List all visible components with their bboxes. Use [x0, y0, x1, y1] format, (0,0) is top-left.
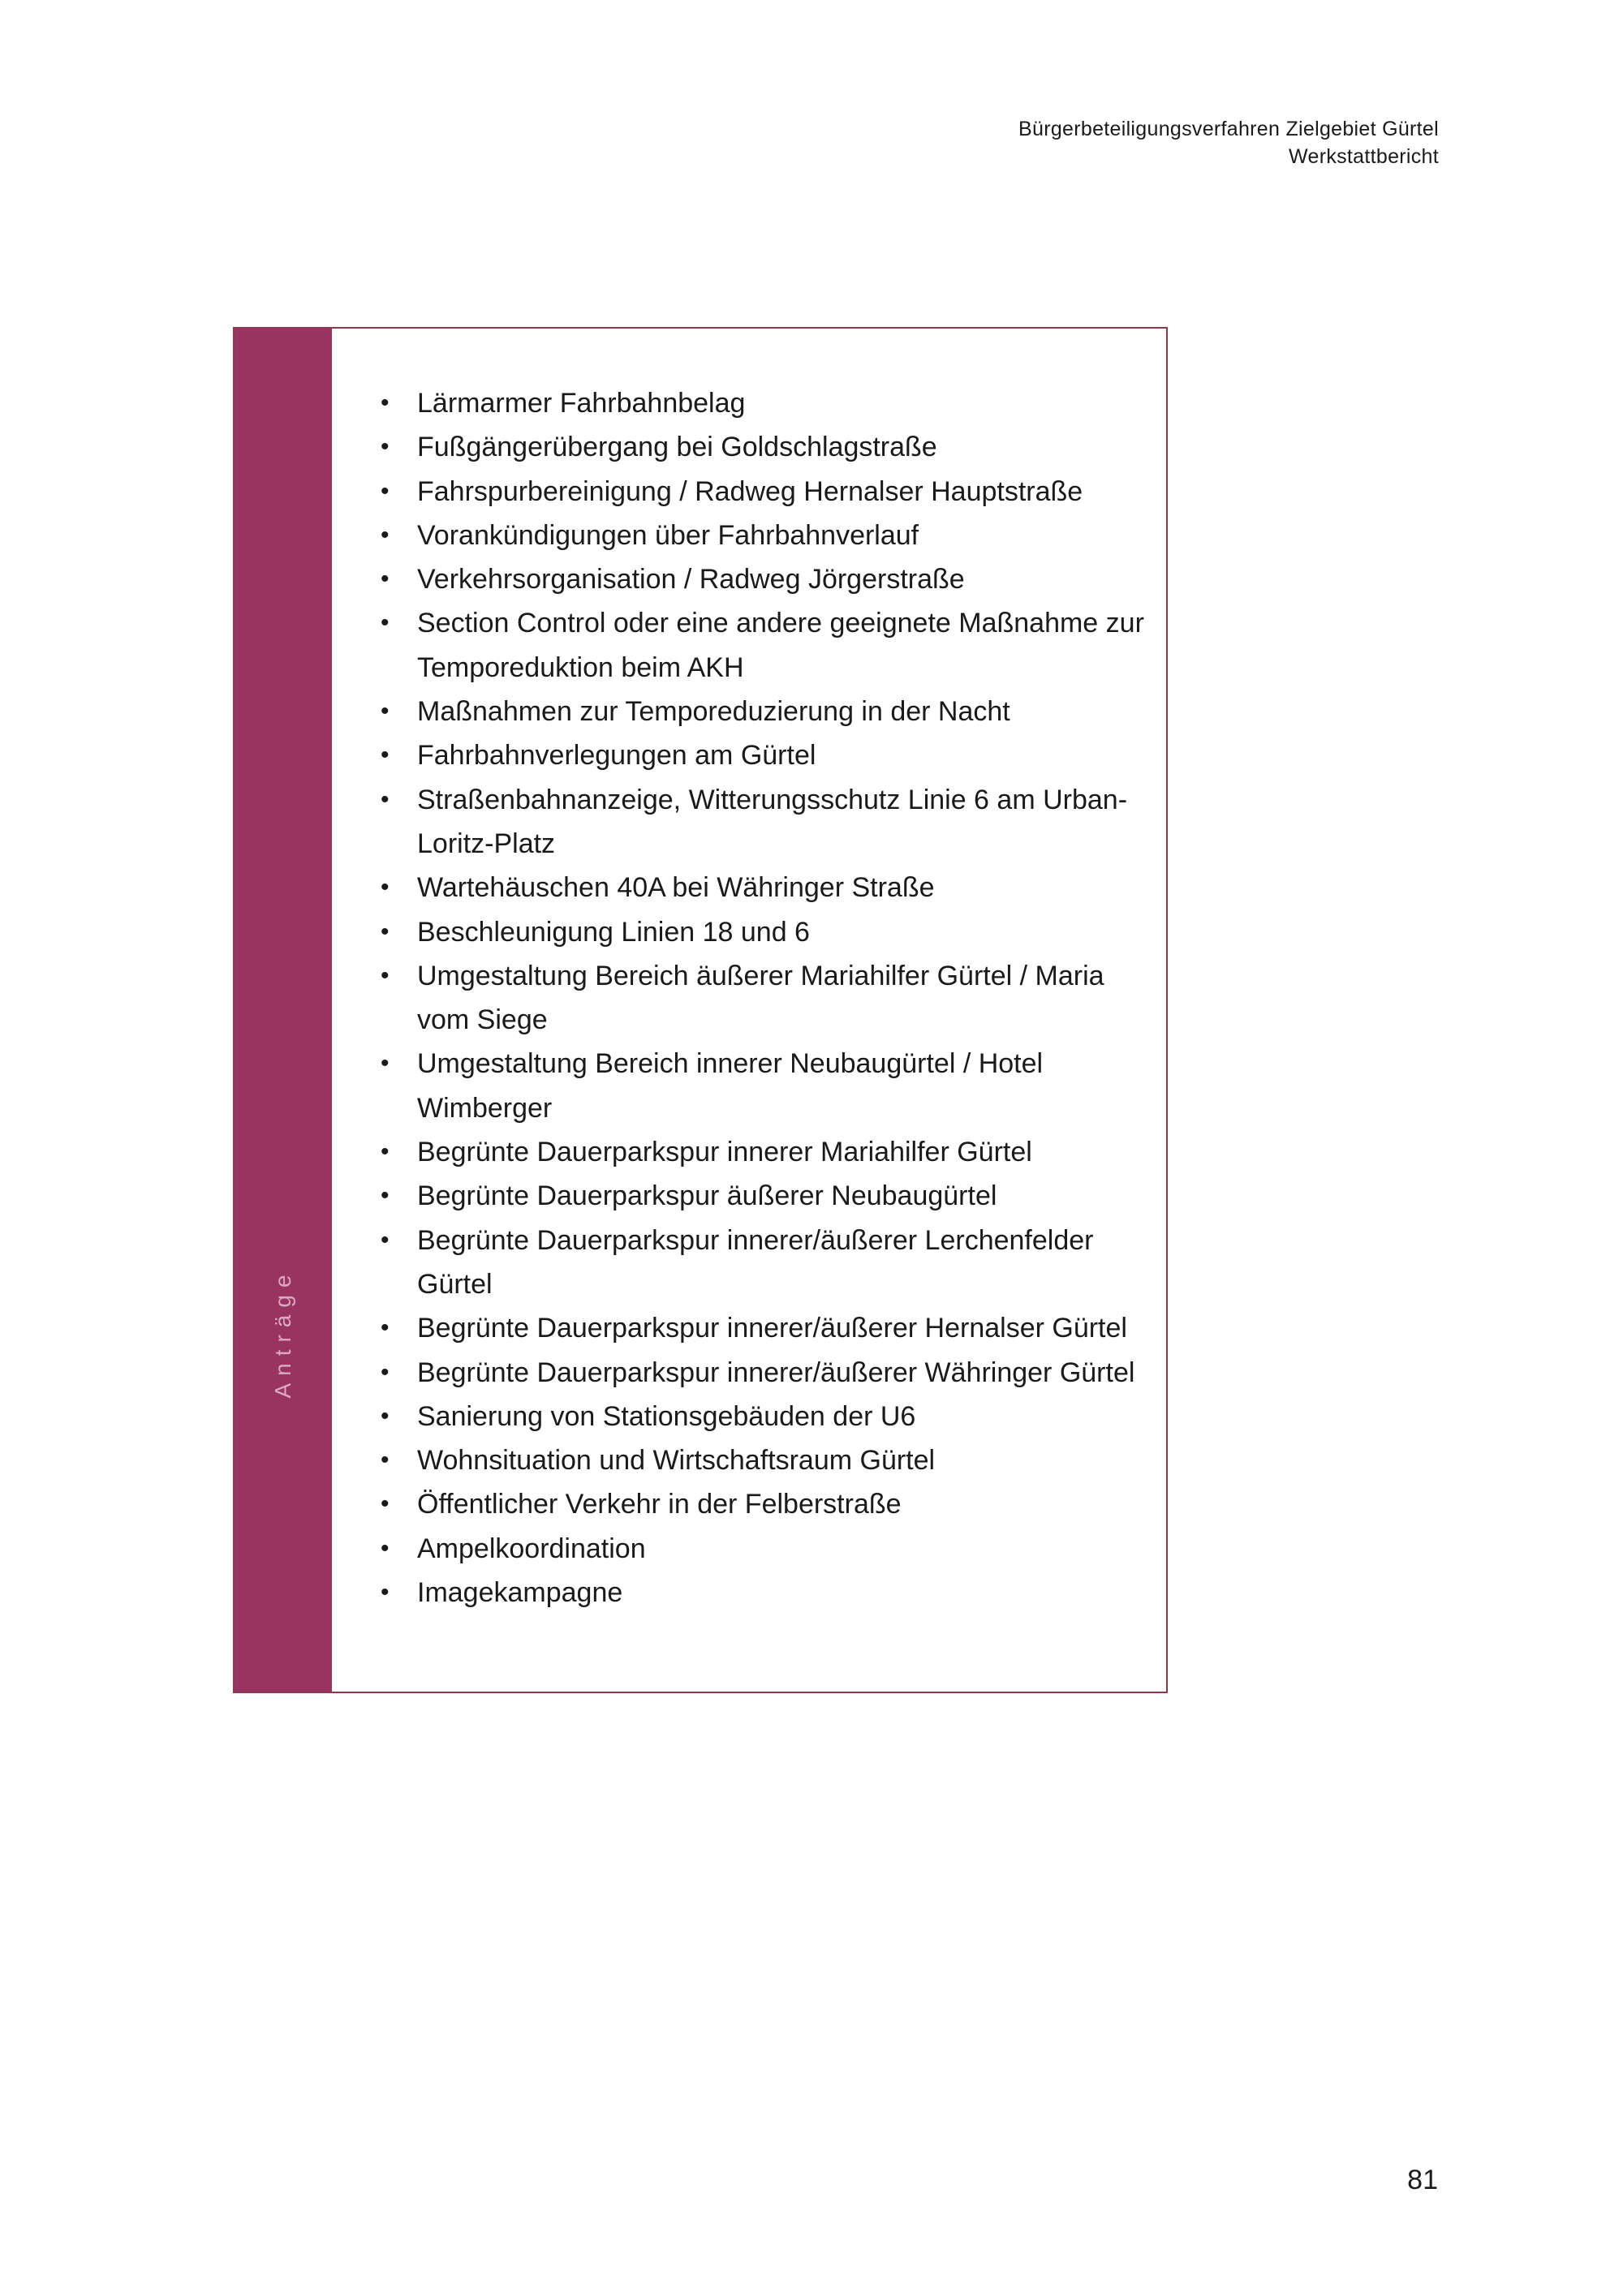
list-item-text: Fahrbahnverlegungen am Gürtel [417, 740, 816, 772]
bullet-icon: • [381, 961, 390, 989]
list-item [371, 425, 1150, 469]
bullet-icon: • [381, 1402, 390, 1430]
list-item-text: Begrünte Dauerparkspur innerer/äußerer Währinger Gürtel [417, 1357, 1135, 1388]
side-band [235, 329, 332, 1692]
bullet-icon: • [381, 1314, 390, 1342]
bullet-icon: • [381, 521, 390, 548]
list-item-text: Ampelkoordination [417, 1533, 646, 1564]
list-item-text: Begrünte Dauerparkspur äußerer Neubaugürtel [417, 1180, 997, 1212]
bullet-icon: • [381, 785, 390, 813]
list-item-text: Begrünte Dauerparkspur innerer/äußerer Lerchenfelder Gürtel [417, 1224, 1094, 1300]
list-item [371, 954, 1150, 1043]
bullet-icon: • [381, 742, 390, 769]
header-subtitle: Werkstattbericht [1289, 145, 1439, 168]
bullet-icon: • [381, 1226, 390, 1253]
bullet-icon: • [381, 477, 390, 505]
list-item-text: Lärmarmer Fahrbahnbelag [417, 388, 746, 419]
bullet-icon: • [381, 565, 390, 593]
header-title: Bürgerbeteiligungsverfahren Zielgebiet Gürtel [1018, 118, 1439, 140]
side-label: Anträge [270, 1267, 295, 1399]
list-item-text: Umgestaltung Bereich äußerer Mariahilfer Gürtel / Maria vom Siege [417, 960, 1104, 1036]
list-item [371, 733, 1150, 777]
list-item-text: Section Control oder eine andere geeignete Maßnahme zur Temporeduktion beim AKH [417, 608, 1144, 683]
list-item [371, 1174, 1150, 1218]
bullet-icon: • [381, 698, 390, 725]
list-item [371, 514, 1150, 557]
list-item-text: Imagekampagne [417, 1577, 623, 1609]
bullet-icon: • [381, 609, 390, 637]
list-item-text: Beschleunigung Linien 18 und 6 [417, 916, 810, 948]
list-item [371, 1306, 1150, 1350]
list-item [371, 1351, 1150, 1395]
list-item [371, 557, 1150, 601]
bullet-icon: • [381, 874, 390, 901]
list-item-text: Wartehäuschen 40A bei Währinger Straße [417, 872, 935, 904]
running-header [1018, 115, 1439, 170]
list-item [371, 1042, 1150, 1130]
list-item-text: Wohnsituation und Wirtschaftsraum Gürtel [417, 1445, 936, 1477]
list-item [371, 910, 1150, 954]
list-item-text: Verkehrsorganisation / Radweg Jörgerstraße [417, 564, 965, 595]
bullet-icon: • [381, 1534, 390, 1562]
list-item-text: Begrünte Dauerparkspur innerer Mariahilfer Gürtel [417, 1137, 1032, 1168]
list-item-text: Vorankündigungen über Fahrbahnverlauf [417, 519, 919, 551]
list-item-text: Umgestaltung Bereich innerer Neubaugürtel / Hotel Wimberger [417, 1048, 1044, 1124]
list-item [371, 1482, 1150, 1526]
bullet-icon: • [381, 1490, 390, 1518]
bullet-icon: • [381, 1182, 390, 1210]
list-item-text: Straßenbahnanzeige, Witterungsschutz Linie 6 am Urban-Loritz-Platz [417, 784, 1128, 859]
list-item-text: Sanierung von Stationsgebäuden der U6 [417, 1400, 916, 1432]
list-item [371, 601, 1150, 690]
list-item [371, 381, 1150, 425]
list-item [371, 866, 1150, 909]
list-item [371, 1438, 1150, 1482]
list-item-text: Fußgängerübergang bei Goldschlagstraße [417, 432, 937, 463]
bullet-icon: • [381, 433, 390, 461]
list-item [371, 1527, 1150, 1571]
page-number: 81 [1407, 2165, 1438, 2195]
list-item [371, 778, 1150, 866]
list-item-text: Maßnahmen zur Temporeduzierung in der Nacht [417, 696, 1010, 728]
bullet-icon: • [381, 1579, 390, 1606]
list-item [371, 690, 1150, 733]
list-item-text: Fahrspurbereinigung / Radweg Hernalser Hauptstraße [417, 475, 1083, 507]
antraege-box [233, 327, 1168, 1693]
antraege-list [371, 381, 1150, 1615]
bullet-icon: • [381, 389, 390, 416]
list-item [371, 1219, 1150, 1307]
list-item [371, 1130, 1150, 1174]
bullet-icon: • [381, 1138, 390, 1166]
list-item [371, 1395, 1150, 1438]
list-item-text: Begrünte Dauerparkspur innerer/äußerer Hernalser Gürtel [417, 1313, 1127, 1344]
bullet-icon: • [381, 918, 390, 945]
bullet-icon: • [381, 1447, 390, 1474]
bullet-icon: • [381, 1358, 390, 1386]
bullet-icon: • [381, 1050, 390, 1077]
list-item-text: Öffentlicher Verkehr in der Felberstraße [417, 1489, 902, 1520]
list-item [371, 470, 1150, 514]
list-item [371, 1571, 1150, 1615]
